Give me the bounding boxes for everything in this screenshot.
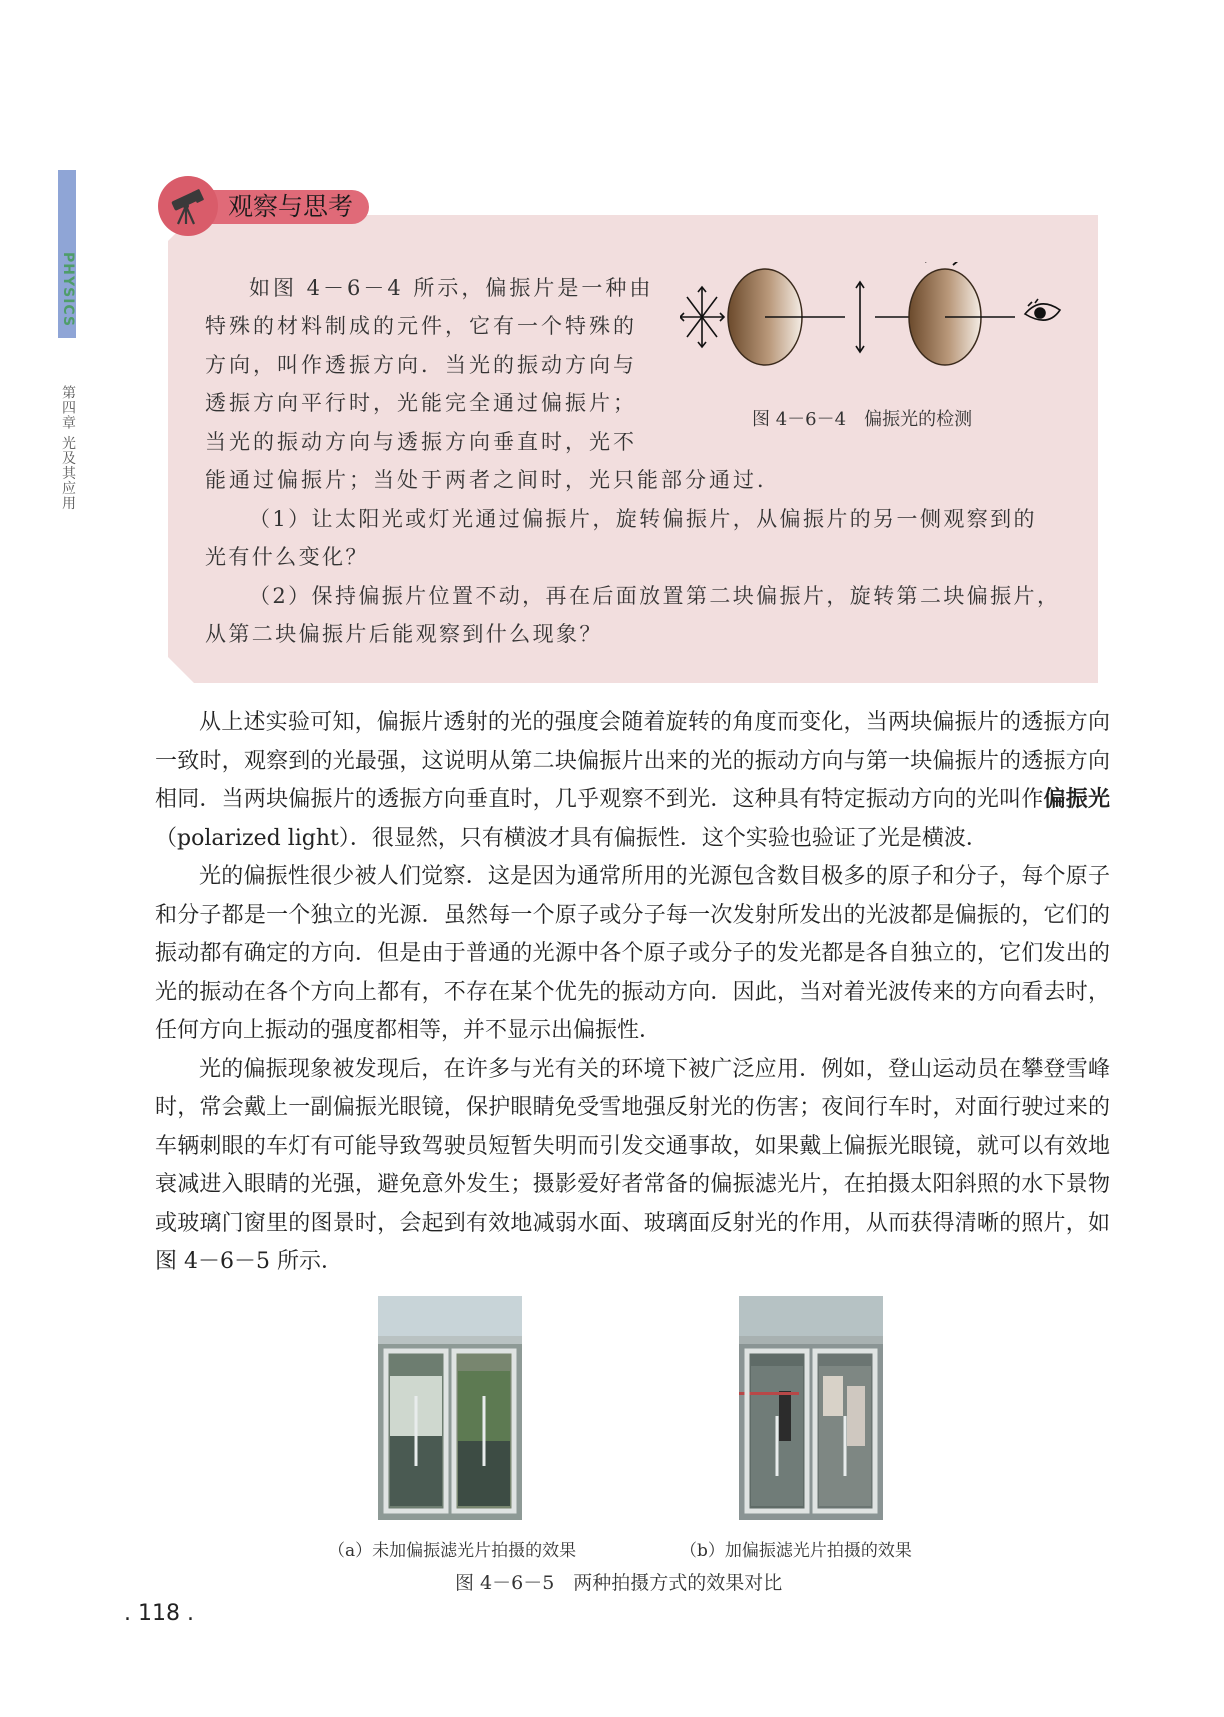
question-1-line: 光有什么变化？ [205,545,369,570]
intro-line: 能通过偏振片；当处于两者之间时，光只能部分通过． [205,468,781,493]
observe-box-header [158,176,374,236]
observe-questions [205,500,1085,654]
figure-caption: 图 4－6－5 两种拍摄方式的效果对比 [455,1572,783,1594]
body-paragraph: 光的偏振性很少被人们觉察．这是因为通常所用的光源包含数目极多的原子和分子，每个原子和分子都是一个独立的光源．虽然每一个原子或分子每一次发射所发出的光波都是偏振的，它们的振动都有确定的方向．但是由于普通的光源中各个原子或分子的发光都是各自独立的，它们发出的光的振动在各个方向上都有，不存在某个优先的振动方向．因此，当对着光波传来的方向看去时，任何方向上振动的强度都相等，并不显示出偏振性． [155,864,1110,1043]
question-2-line: 从第二块偏振片后能观察到什么现象？ [205,622,603,647]
sidebar-subject: PHYSICS [60,252,76,328]
photo-a-caption: （a）未加偏振滤光片拍摄的效果 [328,1541,577,1561]
observe-box-title: 观察与思考 [228,192,354,221]
question-1-line: （1）让太阳光或灯光通过偏振片，旋转偏振片，从偏振片的另一侧观察到的 [249,507,1037,531]
question-2-line: （2）保持偏振片位置不动，再在后面放置第二块偏振片，旋转第二块偏振片， [249,583,1061,608]
body-text [155,704,1110,1282]
polarizer-diagram [680,262,1090,377]
body-paragraph [155,704,1110,858]
intro-line: 当光的振动方向与透振方向垂直时，光不 [205,429,637,454]
paragraph-text: （polarized light）．很显然，只有横波才具有偏振性．这个实验也验证了光是横波． [155,825,988,851]
key-term: 偏振光 [1043,787,1110,812]
eye-icon [1025,299,1060,320]
intro-line: 方向，叫作透振方向．当光的振动方向与 [205,352,637,377]
sidebar-chapter: 第四章 光及其应用 [60,385,76,511]
intro-line: 特殊的材料制成的元件，它有一个特殊的 [205,314,637,339]
observe-intro [205,269,781,499]
unpolarized-light-icon [680,287,724,347]
photo-b-caption: （b）加偏振滤光片拍摄的效果 [680,1541,912,1561]
page-number: . 118 . [124,1601,194,1626]
body-paragraph: 光的偏振现象被发现后，在许多与光有关的环境下被广泛应用．例如，登山运动员在攀登雪峰时，常会戴上一副偏振光眼镜，保护眼睛免受雪地强反射光的伤害；夜间行车时，对面行驶过来的车辆刺眼的车灯有可能导致驾驶员短暂失明而引发交通事故，如果戴上偏振光眼镜，就可以有效地衰减进入眼睛的光强，避免意外发生；摄影爱好者常备的偏振滤光片，在拍摄太阳斜照的水下景物或玻璃门窗里的图景时，会起到有效地减弱水面、玻璃面反射光的作用，从而获得清晰的照片，如图 4－6－5 所示． [155,1056,1110,1274]
intro-line: 透振方向平行时，光能完全通过偏振片； [205,391,637,416]
intro-line: 如图 4－6－4 所示，偏振片是一种由 [249,276,654,300]
paragraph-text: 从上述实验可知，偏振片透射的光的强度会随着旋转的角度而变化，当两块偏振片的透振方向一致时，观察到的光最强，这说明从第二块偏振片出来的光的振动方向与第一块偏振片的透振方向相同．当两块偏振片的透振方向垂直时，几乎观察不到光．这种具有特定振动方向的光叫作 [155,710,1110,812]
figure-caption: 图 4－6－4 偏振光的检测 [752,409,973,430]
photo-without-filter [378,1296,522,1520]
telescope-icon [158,176,218,236]
polarized-light-arrow [856,282,864,352]
photo-with-filter [739,1296,883,1520]
